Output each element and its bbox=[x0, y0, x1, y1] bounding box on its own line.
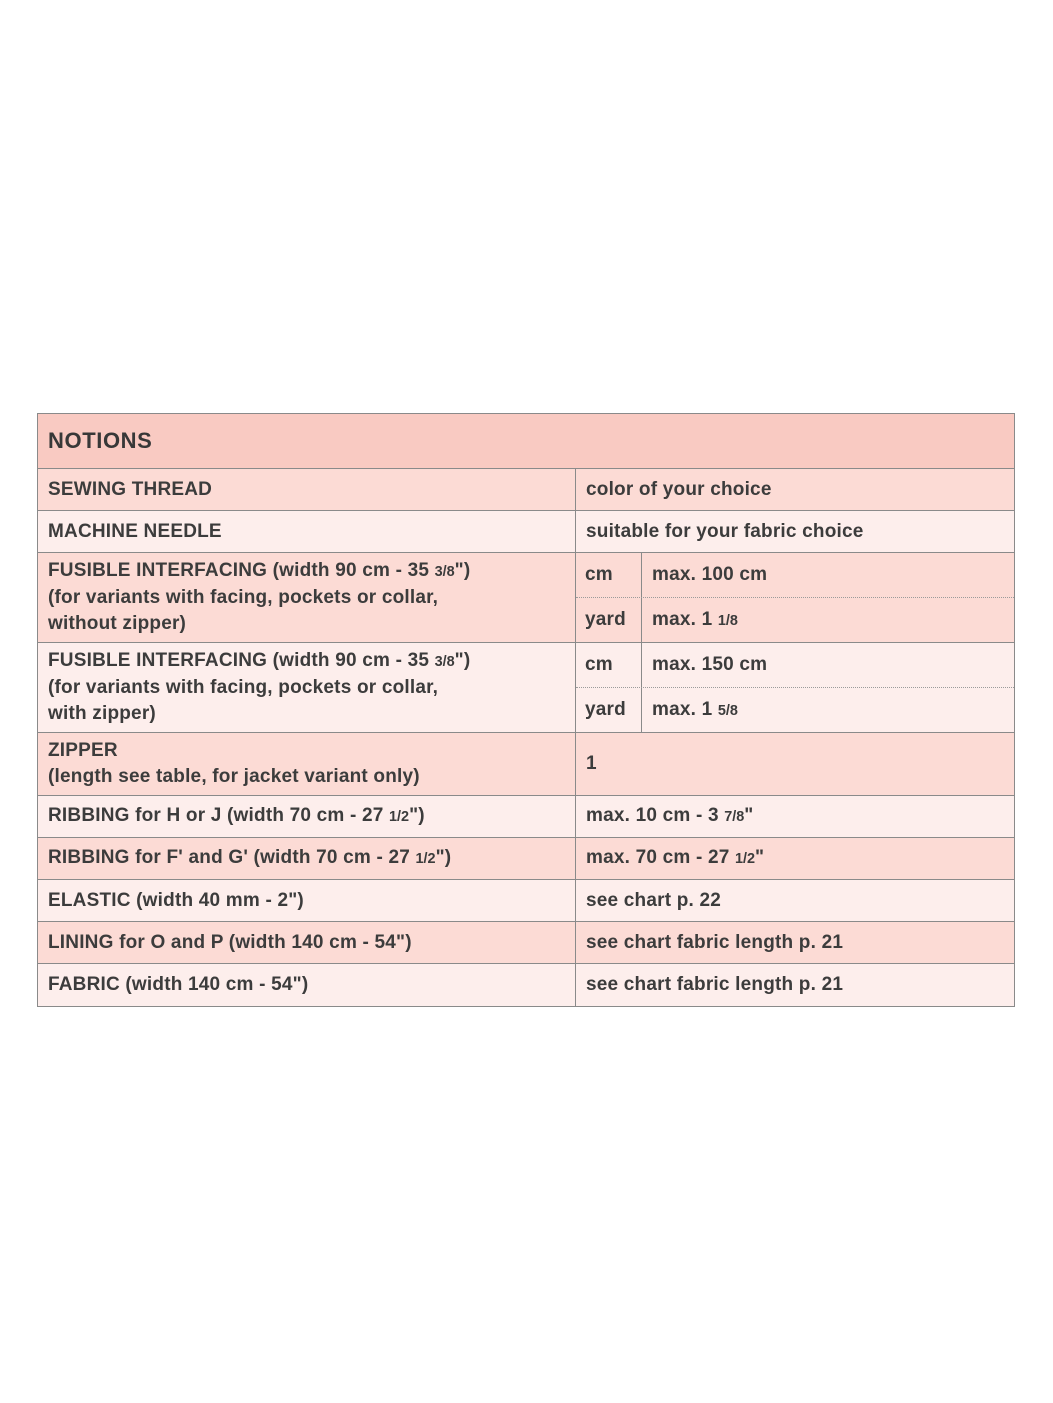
notion-value-cell bbox=[576, 922, 1014, 963]
notion-value-cell bbox=[576, 469, 1014, 510]
notion-value-cell bbox=[576, 880, 1014, 921]
notion-label-cell bbox=[38, 922, 576, 963]
notion-value-cell bbox=[642, 643, 1014, 687]
notion-value-cell bbox=[576, 733, 1014, 795]
notion-label: FUSIBLE INTERFACING (width 90 cm - 35 3/8") (for variants with facing, pockets or collar, without zipper) bbox=[48, 560, 471, 634]
notions-table-body bbox=[38, 469, 1014, 1006]
notion-label: FABRIC (width 140 cm - 54") bbox=[48, 974, 309, 995]
notion-value: max. 150 cm bbox=[652, 654, 768, 675]
notion-value-cell bbox=[642, 688, 1014, 732]
table-row bbox=[38, 922, 1014, 964]
table-row bbox=[38, 964, 1014, 1006]
notion-value: see chart fabric length p. 21 bbox=[586, 931, 844, 953]
notion-value: max. 100 cm bbox=[652, 564, 768, 585]
notion-value-cell bbox=[576, 796, 1014, 837]
notion-label-cell bbox=[38, 838, 576, 879]
notion-label: RIBBING for H or J (width 70 cm - 27 1/2") bbox=[48, 805, 425, 826]
table-row bbox=[38, 643, 1014, 733]
table-row bbox=[38, 838, 1014, 880]
notion-value-cell bbox=[642, 553, 1014, 597]
unit-label: cm bbox=[585, 654, 613, 675]
unit-label-cell bbox=[576, 598, 642, 642]
notion-label-cell bbox=[38, 469, 576, 510]
notion-value: max. 10 cm - 3 7/8" bbox=[586, 805, 754, 826]
notion-value: max. 1 5/8 bbox=[652, 698, 738, 720]
table-row bbox=[38, 796, 1014, 838]
notion-label-cell bbox=[38, 880, 576, 921]
notion-label-cell bbox=[38, 511, 576, 552]
fraction-text: 3/8 bbox=[434, 564, 455, 580]
notion-value: color of your choice bbox=[586, 478, 772, 500]
notions-table-title: NOTIONS bbox=[48, 428, 153, 453]
fraction-text: 5/8 bbox=[717, 702, 738, 719]
notion-value-cell bbox=[642, 598, 1014, 642]
notions-table bbox=[37, 413, 1015, 1007]
notion-value-cell bbox=[576, 964, 1014, 1006]
notion-label: SEWING THREAD bbox=[48, 478, 213, 500]
notion-label-cell bbox=[38, 964, 576, 1006]
fraction-text: 1/2 bbox=[415, 851, 436, 867]
notion-value: 1 bbox=[586, 753, 597, 774]
notion-value: see chart fabric length p. 21 bbox=[586, 974, 844, 995]
notion-label-cell bbox=[38, 643, 576, 732]
notion-value: max. 70 cm - 27 1/2" bbox=[586, 847, 765, 868]
table-row bbox=[38, 880, 1014, 922]
notion-label: ZIPPER (length see table, for jacket variant only) bbox=[48, 740, 420, 787]
unit-label-cell bbox=[576, 553, 642, 597]
table-row bbox=[38, 553, 1014, 643]
table-subrow bbox=[576, 553, 1014, 597]
unit-label-cell bbox=[576, 688, 642, 732]
table-subrow bbox=[576, 643, 1014, 687]
unit-label: yard bbox=[585, 609, 626, 630]
notion-value: max. 1 1/8 bbox=[652, 608, 738, 630]
fraction-text: 1/2 bbox=[389, 809, 410, 825]
unit-block bbox=[576, 643, 1014, 732]
notion-value: suitable for your fabric choice bbox=[586, 520, 864, 542]
notion-label: FUSIBLE INTERFACING (width 90 cm - 35 3/8") (for variants with facing, pockets or collar, with zipper) bbox=[48, 650, 471, 724]
fraction-text: 7/8 bbox=[724, 809, 745, 825]
table-row bbox=[38, 469, 1014, 511]
notion-label-cell bbox=[38, 733, 576, 795]
notion-label: MACHINE NEEDLE bbox=[48, 520, 222, 542]
notions-table-header bbox=[38, 414, 1014, 469]
notion-label: LINING for O and P (width 140 cm - 54") bbox=[48, 931, 412, 953]
table-subrow bbox=[576, 687, 1014, 732]
notion-value: see chart p. 22 bbox=[586, 889, 722, 911]
unit-label-cell bbox=[576, 643, 642, 687]
unit-label: cm bbox=[585, 564, 613, 585]
notion-value-cell bbox=[576, 838, 1014, 879]
unit-block bbox=[576, 553, 1014, 642]
table-row bbox=[38, 511, 1014, 553]
notion-label: ELASTIC (width 40 mm - 2") bbox=[48, 889, 304, 911]
notion-label-cell bbox=[38, 796, 576, 837]
notion-value-cell bbox=[576, 511, 1014, 552]
notion-label: RIBBING for F' and G' (width 70 cm - 27 1/2") bbox=[48, 847, 452, 868]
unit-label: yard bbox=[585, 699, 626, 720]
fraction-text: 3/8 bbox=[434, 654, 455, 670]
table-subrow bbox=[576, 597, 1014, 642]
table-row bbox=[38, 733, 1014, 796]
notion-label-cell bbox=[38, 553, 576, 642]
fraction-text: 1/8 bbox=[717, 612, 738, 629]
fraction-text: 1/2 bbox=[734, 851, 756, 867]
